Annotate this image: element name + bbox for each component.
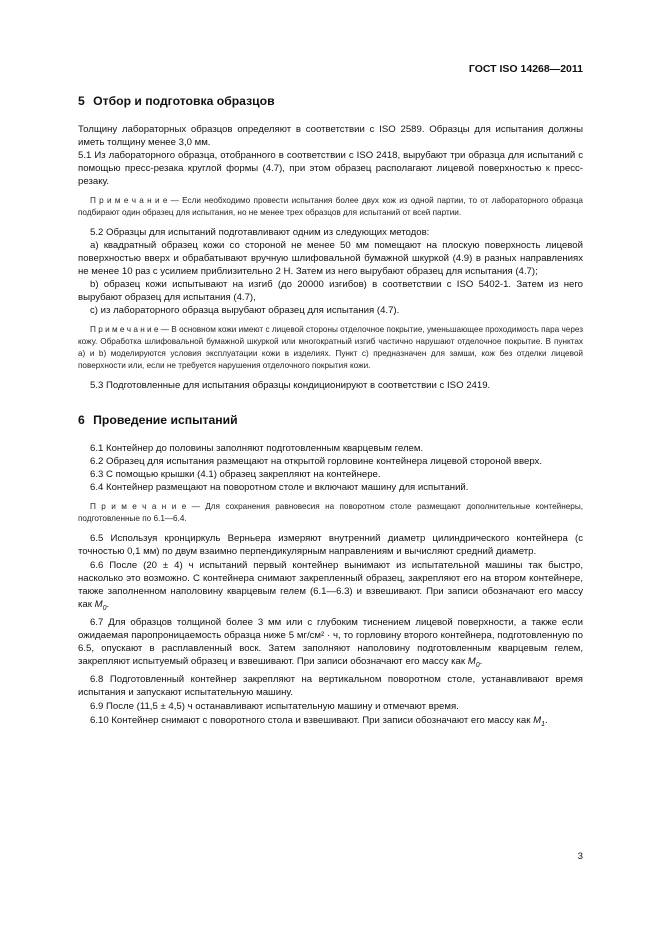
paragraph-6-9: 6.9 После (11,5 ± 4,5) ч останавливают испытательную машину и отмечают время. [90, 700, 459, 712]
paragraph-5-3: 5.3 Подготовленные для испытания образцы кондиционируют в соответствии с ISO 2419. [90, 380, 491, 391]
paragraph-6-3: 6.3 С помощью крышки (4.1) образец закрепляют на контейнере. [90, 469, 381, 480]
paragraph-6-1: 6.1 Контейнер до половины заполняют подготовленным кварцевым гелем. [90, 443, 424, 454]
section-6-number: 6 [78, 413, 85, 427]
note-5-2: П р и м е ч а н и е — В основном кожи имеют с лицевой стороны отделочное покрытие, уменьшающее проходимость пара через кожу. Обработка шлифовальной бумажной шкуркой или многократный изгиб частично нарушают отделочное покрытие. В пунктах а) и b) моделируются условия эксплуатации кожи в изделиях. Пункт с) предназначен для замши, кож без отделки лицевой поверхности или, если не требуется нарушения отделочного покрытия кожи. [78, 325, 583, 370]
paragraph-6-7-text: 6.7 Для образцов толщиной более 3 мм или с глубоким тиснением лицевой поверхности, а также если ожидаемая паропроницаемость образца ниже 5 мг/см² · ч, то горловину второго контейнера, подготовленную по 6.5, опускают в расплавленный воск. Затем заполняют наполовину подготовленным кварцевым гелем, закрепляют испытуемый образец и взвешивают. При записи обозначают его массу как [78, 616, 583, 667]
section-6-heading [78, 412, 583, 428]
section-6-title: Проведение испытаний [93, 413, 238, 427]
paragraph-6-7: 6.7 Для образцов толщиной более 3 мм или с глубоким тиснением лицевой поверхности, а также если ожидаемая паропроницаемость образца ниже 5 мг/см² · ч, то горловину второго контейнера, подготовленную по 6.5, опускают в расплавленный воск. Затем заполняют наполовину подготовленным кварцевым гелем, закрепляют испытуемый образец и взвешивают. При записи обозначают его массу как $M_0$. [78, 616, 583, 669]
note-6-4: П р и м е ч а н и е — Для сохранения равновесия на поворотном столе размещают дополнительные контейнеры, подготовленные по 6.1—6.4. [78, 502, 583, 523]
mass-symbol-m1: $M_1$ [533, 714, 546, 728]
paragraph-5-2-b: b) образец кожи испытывают на изгиб (до 20000 изгибов) в соответствии с ISO 5402-1. Затем из него вырубают образец для испытания (4.7), [78, 279, 583, 303]
mass-symbol-m0: $M_0$ [94, 599, 107, 612]
section-5-number: 5 [78, 94, 85, 108]
paragraph-5-1: 5.1 Из лабораторного образца, отобранного в соответствии с ISO 2418, вырубают три образца для испытаний с помощью пресс-резака круглой формы (4.7), при этом образец располагают лицевой поверхностью к пресс-резаку. [78, 150, 583, 187]
paragraph-5-2-a: а) квадратный образец кожи со стороной не менее 50 мм помещают на плоскую поверхность лицевой поверхностью вверх и обрабатывают вручную шлифовальной бумажной шкуркой (4.9) в разных направлениях не менее 10 раз с усилием приблизительно 2 Н. Затем из него вырубают образец для испытания (4.7); [78, 240, 583, 277]
paragraph-6-8: 6.8 Подготовленный контейнер закрепляют на вертикальном поворотном столе, устанавливают время испытания и запускают испытательную машину. [78, 673, 583, 698]
paragraph-6-6: 6.6 После (20 ± 4) ч испытаний первый контейнер вынимают из испытательной машины так быстро, насколько это возможно. С контейнера снимают закрепленный образец, закрепляют его на втором контейнере, также заполненном наполовину кварцевым гелем (6.1—6.3) и взвешивают. При записи обозначают его массу как $M_0$. [78, 560, 583, 612]
mass-symbol-m0-second: $M_0$ [467, 655, 480, 669]
paragraph-5-intro: Толщину лабораторных образцов определяют в соответствии с ISO 2589. Образцы для испытания должны иметь толщину менее 3,0 мм. [78, 124, 583, 148]
document-body [78, 93, 583, 731]
page-number: 3 [577, 851, 583, 862]
paragraph-5-2: 5.2 Образцы для испытаний подготавливают одним из следующих методов: [90, 227, 430, 238]
note-5-1: П р и м е ч а н и е — Если необходимо провести испытания более двух кож из одной партии, то от лабораторного образца подбирают один образец для испытания, но не менее трех образцов для испытаний от всей партии. [78, 196, 583, 217]
paragraph-5-2-c: с) из лабораторного образца вырубают образец для испытания (4.7). [90, 305, 400, 316]
paragraph-6-6-text: 6.6 После (20 ± 4) ч испытаний первый контейнер вынимают из испытательной машины так быстро, насколько это возможно. С контейнера снимают закрепленный образец, закрепляют его на втором контейнере, также заполненном наполовину кварцевым гелем (6.1—6.3) и взвешивают. При записи обозначают его массу как [78, 560, 583, 610]
paragraph-6-5: 6.5 Используя кронциркуль Верньера измеряют внутренний диаметр цилиндрического контейнера (с точностью 0,1 мм) по двум взаимно перпендикулярным направлениям и вычисляют средний диаметр. [78, 533, 583, 557]
paragraph-6-10-text: 6.10 Контейнер снимают с поворотного стола и взвешивают. При записи обозначают его массу как [90, 714, 531, 726]
section-5-title: Отбор и подготовка образцов [93, 94, 275, 108]
paragraph-6-10: 6.10 Контейнер снимают с поворотного стола и взвешивают. При записи обозначают его массу как $M_1$. [90, 714, 548, 728]
standard-header: ГОСТ ISO 14268—2011 [468, 63, 583, 75]
section-5-heading [78, 93, 583, 109]
paragraph-6-4: 6.4 Контейнер размещают на поворотном столе и включают машину для испытаний. [90, 482, 469, 493]
paragraph-6-2: 6.2 Образец для испытания размещают на открытой горловине контейнера лицевой стороной вверх. [90, 456, 543, 467]
